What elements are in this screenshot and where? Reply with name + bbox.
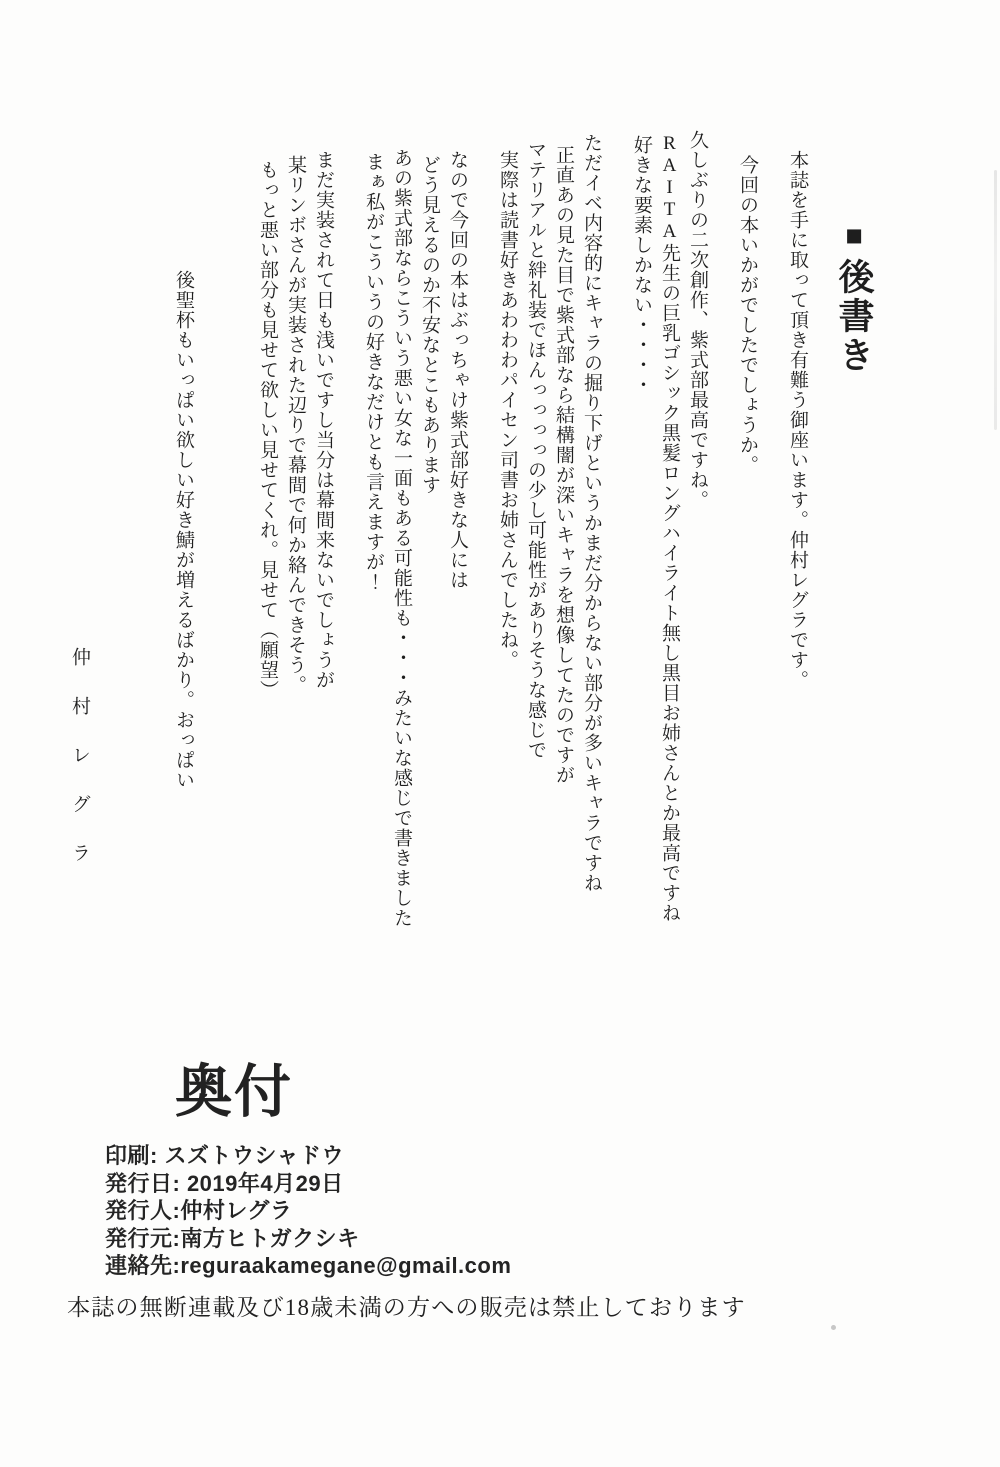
afterword-column: あの紫式部ならこういう悪い女な一面もある可能性も・・・みたいな感じで書きました xyxy=(391,148,412,928)
scan-artifact-edge xyxy=(994,170,997,430)
colophon-publisher: 発行人:仲村レグラ xyxy=(105,1198,293,1223)
afterword-column: 実際は読書好きあわわわパイセン司書お姉さんでしたね。 xyxy=(497,150,518,670)
colophon-notice: 本誌の無断連載及び18歳未満の方への販売は禁止しております xyxy=(67,1294,746,1320)
afterword-column: 好きな要素しかない・・・・ xyxy=(631,135,652,395)
afterword-column: どう見えるのか不安なとこもあります xyxy=(419,155,440,495)
afterword-column: ただイベ内容的にキャラの掘り下げというかまだ分からない部分が多いキャラですね xyxy=(581,133,602,893)
colophon-info xyxy=(105,1142,746,1280)
colophon-contact-email: 連絡先:reguraakamegane@gmail.com xyxy=(105,1253,512,1278)
afterword-column: RAITA先生の巨乳ゴシック黒髪ロングハイライト無し黒目お姉さんとか最高ですね xyxy=(659,133,680,923)
afterword-column: なので今回の本はぶっちゃけ紫式部好きな人には xyxy=(447,150,468,590)
afterword-section xyxy=(66,130,874,965)
afterword-title xyxy=(834,220,874,965)
afterword-column: 某リンボさんが実装された辺りで幕間で何か絡んできそう。 xyxy=(285,155,306,695)
scan-artifact-dot xyxy=(831,1325,836,1330)
section-marker-icon: ■ xyxy=(838,220,870,258)
afterword-column: 久しぶりの二次創作、紫式部最高ですね。 xyxy=(687,130,708,510)
colophon-section xyxy=(67,1060,746,1323)
afterword-column: まぁ私がこういうの好きなだけとも言えますが！ xyxy=(363,152,384,592)
afterword-column: もっと悪い部分も見せて欲しい見せてくれ。見せて（願望） xyxy=(257,160,278,700)
afterword-column: マテリアルと絆礼装でほんっっっっの少し可能性がありそうな感じで xyxy=(525,140,546,760)
afterword-column: まだ実装されて日も浅いですし当分は幕間来ないでしょうが xyxy=(313,150,334,690)
afterword-column: 後聖杯もいっぱい欲しい好き鯖が増えるばかり。おっぱい xyxy=(173,270,194,790)
afterword-title-text: 後書き xyxy=(834,258,874,375)
colophon-circle: 発行元:南方ヒトガクシキ xyxy=(105,1225,360,1251)
afterword-column: 本誌を手に取って頂き有難う御座います。仲村レグラです。 xyxy=(787,150,808,690)
afterword-column: 今回の本いかがでしたでしょうか。 xyxy=(737,155,758,475)
colophon-printer: 印刷: スズトウシャドウ xyxy=(105,1143,344,1168)
afterword-column: 正直あの見た目で紫式部なら結構闇が深いキャラを想像してたのですが xyxy=(553,145,574,785)
colophon-publish-date: 発行日: 2019年4月29日 xyxy=(105,1170,344,1196)
author-signature: 仲村レグラ xyxy=(69,647,90,892)
colophon-heading: 奥付 xyxy=(175,1060,293,1124)
